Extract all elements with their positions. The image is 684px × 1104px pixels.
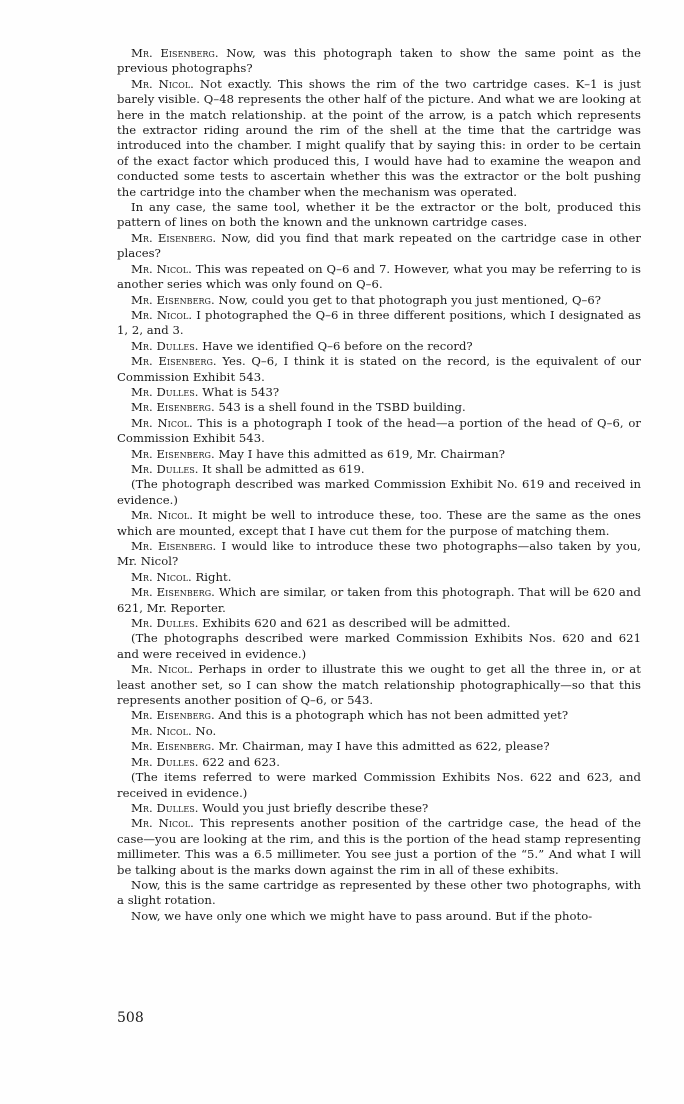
testimony-paragraph (117, 739, 641, 754)
speaker-name: Mr. Nicol. (131, 307, 193, 322)
testimony-paragraph (117, 77, 641, 200)
speaker-name: Mr. Eisenberg. (131, 354, 217, 369)
paragraph-text: Now, we have only one which we might have to pass around. But if the photo- (131, 908, 593, 923)
testimony-paragraph (117, 708, 641, 723)
speaker-name: Mr. Nicol. (131, 415, 193, 430)
testimony-paragraph (117, 755, 641, 770)
testimony-paragraph (117, 508, 641, 539)
speaker-name: Mr. Nicol. (131, 569, 192, 584)
speaker-name: Mr. Eisenberg. (131, 46, 219, 60)
testimony-paragraph (117, 816, 641, 878)
testimony-paragraph (117, 200, 641, 231)
testimony-paragraph (117, 447, 641, 462)
speaker-name: Mr. Dulles. (131, 384, 199, 399)
testimony-paragraph (117, 416, 641, 447)
speaker-name: Mr. Eisenberg. (131, 446, 215, 461)
speaker-name: Mr. Eisenberg. (131, 400, 215, 415)
testimony-paragraph (117, 770, 641, 801)
speaker-name: Mr. Nicol. (131, 76, 194, 91)
paragraph-text: It shall be admitted as 619. (202, 461, 365, 476)
testimony-paragraph (117, 539, 641, 570)
testimony-paragraph (117, 570, 641, 585)
page-number: 508 (117, 1010, 144, 1026)
paragraph-text: In any case, the same tool, whether it be the extractor or the bolt, produced this pattern of lines on both the known and the unknown cartridge cases. (117, 200, 641, 230)
speaker-name: Mr. Eisenberg. (131, 230, 217, 245)
testimony-paragraph (117, 462, 641, 477)
speaker-name: Mr. Nicol. (131, 261, 192, 276)
paragraph-text: Now, did you find that mark repeated on the cartridge case in other places? (117, 230, 641, 261)
testimony-paragraph (117, 293, 641, 308)
speaker-name: Mr. Eisenberg. (131, 585, 215, 600)
speaker-name: Mr. Nicol. (131, 723, 192, 738)
paragraph-text: This is a photograph I took of the head—a portion of the head of Q–6, or Commission Exhibit 543. (117, 415, 641, 446)
paragraph-text: (The items referred to were marked Commission Exhibits Nos. 622 and 623, and received in evidence.) (117, 770, 641, 800)
speaker-name: Mr. Eisenberg. (131, 708, 215, 723)
testimony-text (117, 46, 641, 924)
testimony-paragraph (117, 801, 641, 816)
paragraph-text: Not exactly. This shows the rim of the two cartridge cases. K–1 is just barely visible. Q–48 represents the other half of the picture. And what we are looking at here in the match relationship. at the point of the arrow, is a patch which represents the extractor riding around the rim of the shell at the time that the cartridge was introduced into the chamber. I might qualify that by saying this: in order to be certain of the exact factor which produced this, I would have had to examine the weapon and conducted some tests to ascertain whether this was the extractor or the bolt pushing the cartridge into the chamber when the mechanism was operated. (117, 76, 641, 199)
paragraph-text: 543 is a shell found in the TSBD building. (218, 400, 466, 415)
testimony-paragraph (117, 385, 641, 400)
testimony-paragraph (117, 585, 641, 616)
testimony-paragraph (117, 46, 641, 77)
paragraph-text: Now, could you get to that photograph you just mentioned, Q–6? (218, 292, 602, 307)
testimony-paragraph (117, 308, 641, 339)
speaker-name: Mr. Eisenberg. (131, 292, 215, 307)
testimony-paragraph (117, 477, 641, 508)
paragraph-text: Exhibits 620 and 621 as described will be admitted. (202, 616, 511, 631)
testimony-paragraph (117, 354, 641, 385)
speaker-name: Mr. Dulles. (131, 338, 199, 353)
testimony-paragraph (117, 909, 641, 924)
paragraph-text: 622 and 623. (202, 754, 280, 769)
speaker-name: Mr. Dulles. (131, 461, 199, 476)
speaker-name: Mr. Nicol. (131, 662, 194, 677)
paragraph-text: Perhaps in order to illustrate this we ought to get all the three in, or at least another set, so I can show the match relationship photographically—so that this represents another position of Q–6, or 543. (117, 662, 641, 708)
speaker-name: Mr. Eisenberg. (131, 539, 217, 553)
paragraph-text: I photographed the Q–6 in three different positions, which I designated as 1, 2, and 3. (117, 307, 641, 338)
paragraph-text: Have we identified Q–6 before on the record? (202, 338, 473, 353)
speaker-name: Mr. Nicol. (131, 508, 193, 523)
testimony-paragraph (117, 400, 641, 415)
paragraph-text: May I have this admitted as 619, Mr. Chairman? (218, 446, 505, 461)
speaker-name: Mr. Nicol. (131, 816, 194, 831)
paragraph-text: No. (195, 723, 217, 738)
paragraph-text: Now, was this photograph taken to show the same point as the previous photographs? (117, 46, 641, 76)
testimony-paragraph (117, 339, 641, 354)
paragraph-text: Would you just briefly describe these? (202, 800, 429, 815)
speaker-name: Mr. Dulles. (131, 754, 199, 769)
speaker-name: Mr. Eisenberg. (131, 739, 215, 754)
speaker-name: Mr. Dulles. (131, 616, 199, 631)
paragraph-text: Now, this is the same cartridge as represented by these other two photographs, with a slight rotation. (117, 877, 641, 908)
paragraph-text: And this is a photograph which has not been admitted yet? (218, 708, 569, 723)
paragraph-text: It might be well to introduce these, too. These are the same as the ones which are mounted, except that I have cut them for the purpose of matching them. (117, 508, 641, 538)
paragraph-text: Right. (195, 569, 232, 584)
testimony-paragraph (117, 616, 641, 631)
testimony-paragraph (117, 878, 641, 909)
paragraph-text: Mr. Chairman, may I have this admitted as 622, please? (218, 739, 550, 754)
paragraph-text: I would like to introduce these two photographs—also taken by you, Mr. Nicol? (117, 539, 641, 569)
paragraph-text: (The photograph described was marked Commission Exhibit No. 619 and received in evidence.) (117, 477, 641, 507)
testimony-paragraph (117, 231, 641, 262)
testimony-paragraph (117, 724, 641, 739)
testimony-paragraph (117, 631, 641, 662)
testimony-paragraph (117, 262, 641, 293)
paragraph-text: This was repeated on Q–6 and 7. However, what you may be referring to is another series which was only found on Q–6. (117, 261, 641, 292)
testimony-paragraph (117, 662, 641, 708)
speaker-name: Mr. Dulles. (131, 800, 199, 815)
paragraph-text: Which are similar, or taken from this photograph. That will be 620 and 621, Mr. Reporter. (117, 585, 641, 615)
paragraph-text: Yes. Q–6, I think it is stated on the record, is the equivalent of our Commission Exhibit 543. (117, 354, 641, 384)
paragraph-text: This represents another position of the cartridge case, the head of the case—you are looking at the rim, and this is the portion of the head stamp representing millimeter. This was a 6.5 millimeter. You see just a portion of the “5.” And what I will be talking about is the marks down against the rim in all of these exhibits. (117, 816, 641, 877)
paragraph-text: What is 543? (202, 384, 280, 399)
paragraph-text: (The photographs described were marked Commission Exhibits Nos. 620 and 621 and were received in evidence.) (117, 631, 641, 661)
